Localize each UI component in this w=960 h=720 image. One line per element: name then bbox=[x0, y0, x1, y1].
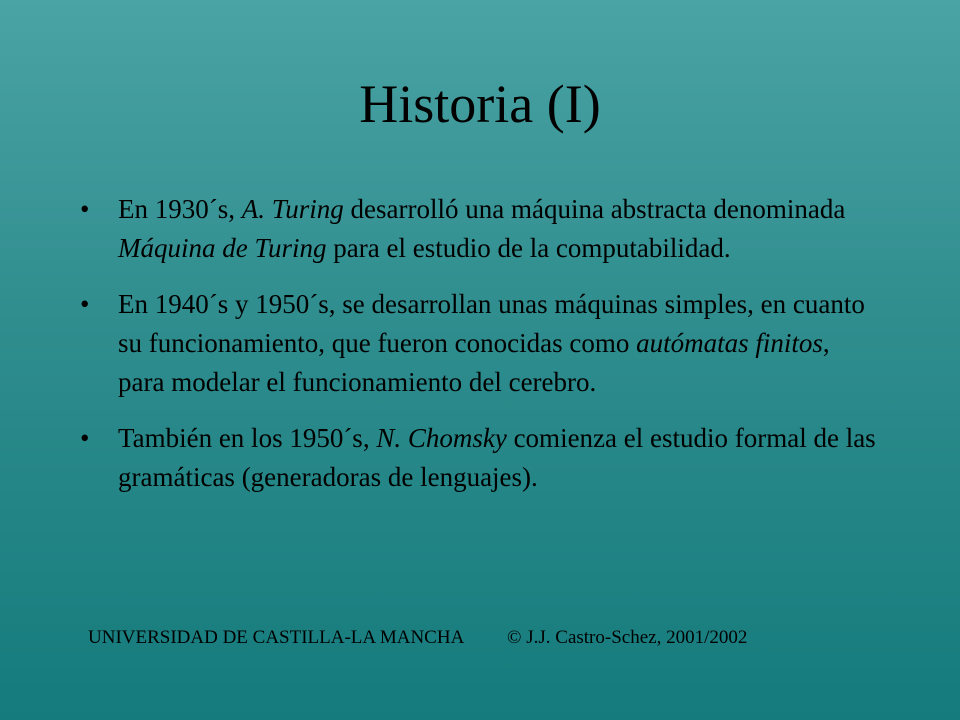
bullet-segment: comienza el estudio formal de las gramáticas (generadoras de lenguajes). bbox=[118, 423, 876, 492]
footer-copyright: © J.J. Castro-Schez, 2001/2002 bbox=[507, 627, 748, 648]
bullet-text bbox=[118, 190, 880, 268]
bullet-item bbox=[80, 419, 880, 497]
bullet-segment-italic: autómatas finitos bbox=[636, 328, 823, 358]
bullet-item bbox=[80, 285, 880, 402]
bullet-segment: También en los 1950´s, bbox=[118, 423, 377, 453]
bullet-segment-italic: N. Chomsky bbox=[376, 423, 507, 453]
bullet-icon: • bbox=[80, 423, 90, 453]
bullet-segment-italic: Máquina de Turing bbox=[118, 233, 327, 263]
slide-title: Historia (I) bbox=[359, 74, 601, 134]
bullet-icon: • bbox=[80, 194, 90, 224]
bullet-text bbox=[118, 285, 880, 402]
bullet-item bbox=[80, 190, 880, 268]
bullet-segment: desarrolló una máquina abstracta denominada bbox=[343, 194, 846, 224]
bullet-segment: , para modelar el funcionamiento del cerebro. bbox=[118, 328, 830, 397]
bullet-segment: En 1940´s y 1950´s, se desarrollan unas máquinas simples, en cuanto su funcionamiento, que fueron conocidas como bbox=[118, 289, 865, 358]
bullet-list bbox=[80, 190, 880, 514]
bullet-icon: • bbox=[80, 289, 90, 319]
footer-institution: UNIVERSIDAD DE CASTILLA-LA MANCHA bbox=[88, 627, 465, 648]
bullet-segment: para el estudio de la computabilidad. bbox=[326, 233, 731, 263]
bullet-segment: En 1930´s, bbox=[118, 194, 242, 224]
slide-footer bbox=[88, 626, 888, 650]
bullet-segment-italic: A. Turing bbox=[241, 194, 344, 224]
bullet-text bbox=[118, 419, 880, 497]
